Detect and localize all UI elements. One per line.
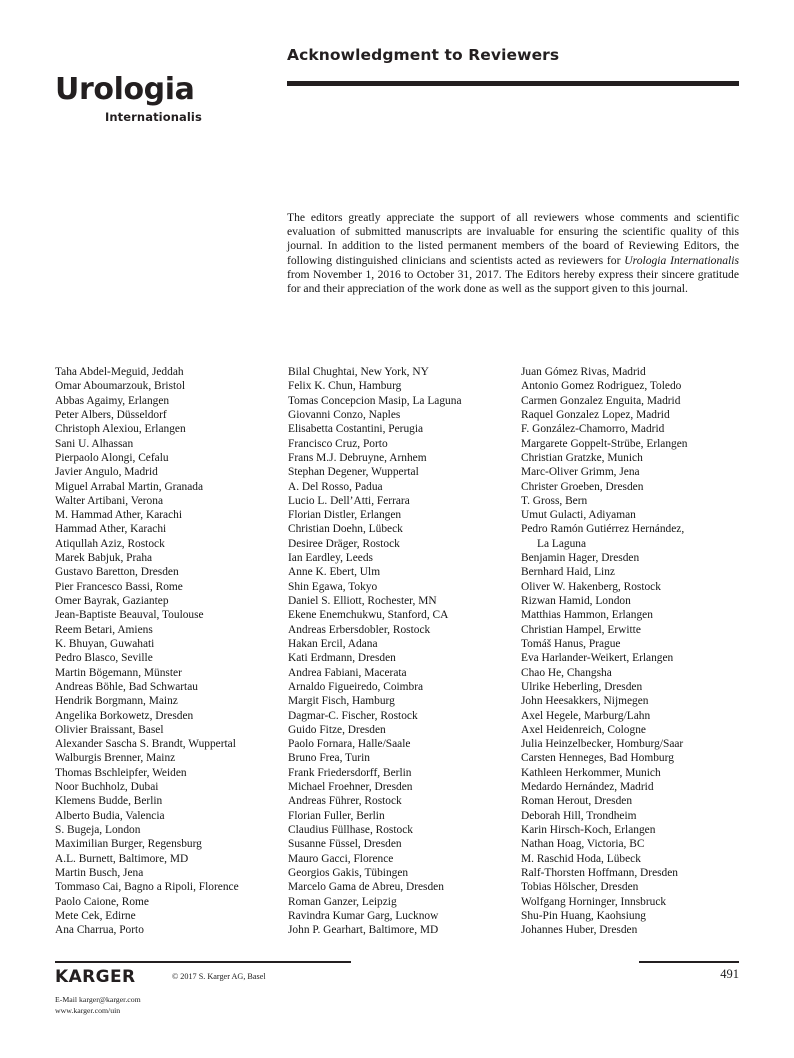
reviewer-entry: Martin Busch, Jena <box>55 866 144 879</box>
reviewer-entry: Olivier Braissant, Basel <box>55 723 164 736</box>
reviewer-entry: Kati Erdmann, Dresden <box>288 652 396 665</box>
reviewer-entry: Mete Cek, Edirne <box>55 909 136 922</box>
reviewer-columns <box>55 365 755 938</box>
reviewer-entry: Walburgis Brenner, Mainz <box>55 752 176 765</box>
reviewer-entry: Thomas Bschleipfer, Weiden <box>55 766 187 779</box>
reviewer-entry: Javier Angulo, Madrid <box>55 466 158 479</box>
reviewer-entry: K. Bhuyan, Guwahati <box>55 637 155 650</box>
reviewer-entry-line1: Pedro Ramón Gutiérrez Hernández, <box>521 523 685 536</box>
reviewer-entry: Giovanni Conzo, Naples <box>288 408 401 421</box>
reviewer-entry: Stephan Degener, Wuppertal <box>288 466 419 479</box>
reviewer-entry: Andrea Fabiani, Macerata <box>288 666 407 679</box>
reviewer-entry: Miguel Arrabal Martin, Granada <box>55 480 204 493</box>
reviewer-entry: Marek Babjuk, Praha <box>55 552 153 565</box>
reviewer-entry: T. Gross, Bern <box>521 494 588 507</box>
reviewer-entry: Christoph Alexiou, Erlangen <box>55 423 186 436</box>
reviewer-entry: S. Bugeja, London <box>55 824 141 836</box>
intro-paragraph <box>287 211 739 297</box>
page-number: 491 <box>720 967 739 981</box>
reviewer-entry: Axel Heidenreich, Cologne <box>521 723 646 736</box>
reviewer-entry: Pedro Blasco, Seville <box>55 652 153 665</box>
reviewer-entry: Daniel S. Elliott, Rochester, MN <box>288 595 437 607</box>
publisher-website[interactable]: www.karger.com/uin <box>55 1006 121 1015</box>
reviewer-entry: Klemens Budde, Berlin <box>55 795 163 808</box>
reviewer-entry: Susanne Füssel, Dresden <box>288 838 402 851</box>
reviewer-entry: Georgios Gakis, Tübingen <box>288 866 409 879</box>
reviewer-entry: Sani U. Alhassan <box>55 437 134 450</box>
reviewer-list-2 <box>288 365 521 938</box>
reviewer-entry: Eva Harlander-Weikert, Erlangen <box>521 652 674 665</box>
reviewer-entry: Christer Groeben, Dresden <box>521 480 644 493</box>
reviewer-entry: Desiree Dräger, Rostock <box>288 537 400 550</box>
reviewer-entry: Ulrike Heberling, Dresden <box>521 680 643 693</box>
reviewer-entry: Claudius Füllhase, Rostock <box>288 824 413 836</box>
reviewer-entry: Paolo Fornara, Halle/Saale <box>288 738 411 751</box>
reviewer-entry: Medardo Hernández, Madrid <box>521 781 654 794</box>
reviewer-column-3 <box>521 365 754 938</box>
reviewer-entry: Raquel Gonzalez Lopez, Madrid <box>521 408 670 421</box>
reviewer-entry: Martin Bögemann, Münster <box>55 666 182 679</box>
reviewer-entry: A.L. Burnett, Baltimore, MD <box>55 852 189 865</box>
reviewer-entry: Benjamin Hager, Dresden <box>521 552 640 565</box>
reviewer-entry: Ravindra Kumar Garg, Lucknow <box>288 909 439 922</box>
reviewer-entry: Christian Doehn, Lübeck <box>288 523 403 536</box>
reviewer-entry: Shin Egawa, Tokyo <box>288 580 378 593</box>
publisher-logo: KARGER <box>55 967 136 987</box>
reviewer-entry: Anne K. Ebert, Ulm <box>288 566 381 579</box>
reviewer-entry: Rizwan Hamid, London <box>521 595 631 607</box>
reviewer-entry: Mauro Gacci, Florence <box>288 852 394 865</box>
reviewer-entry: John Heesakkers, Nijmegen <box>521 695 649 708</box>
page-title: Acknowledgment to Reviewers <box>287 46 560 64</box>
reviewer-entry: Ekene Enemchukwu, Stanford, CA <box>288 609 449 622</box>
reviewer-entry: Tommaso Cai, Bagno a Ripoli, Florence <box>55 881 239 894</box>
reviewer-entry: Maximilian Burger, Regensburg <box>55 838 202 851</box>
reviewer-entry: Frank Friedersdorff, Berlin <box>288 766 412 779</box>
reviewer-list-1 <box>55 365 288 938</box>
reviewer-entry <box>521 522 754 551</box>
footer-divider-left <box>55 961 351 963</box>
reviewer-entry: Alexander Sascha S. Brandt, Wuppertal <box>55 738 236 751</box>
reviewer-entry: Tobias Hölscher, Dresden <box>521 881 639 894</box>
journal-logo-subtitle: Internationalis <box>105 110 202 124</box>
reviewer-entry: Andreas Führer, Rostock <box>288 795 402 808</box>
reviewer-entry: Jean-Baptiste Beauval, Toulouse <box>55 609 204 622</box>
reviewer-entry: Nathan Hoag, Victoria, BC <box>521 838 645 851</box>
journal-masthead <box>55 72 265 124</box>
title-block <box>287 46 739 86</box>
reviewer-entry: Reem Betari, Amiens <box>55 623 153 636</box>
reviewer-entry: Marc-Oliver Grimm, Jena <box>521 466 640 479</box>
reviewer-entry: Pier Francesco Bassi, Rome <box>55 580 183 593</box>
reviewer-entry: Wolfgang Horninger, Innsbruck <box>521 895 667 908</box>
reviewer-entry: Andreas Böhle, Bad Schwartau <box>55 680 198 693</box>
reviewer-entry: Gustavo Baretton, Dresden <box>55 566 179 579</box>
reviewer-entry: Omar Aboumarzouk, Bristol <box>55 380 186 393</box>
reviewer-entry: Chao He, Changsha <box>521 666 612 679</box>
reviewer-entry: Bernhard Haid, Linz <box>521 566 615 579</box>
reviewer-entry: Alberto Budia, Valencia <box>55 809 165 822</box>
reviewer-entry: Bruno Frea, Turin <box>288 752 370 765</box>
reviewer-entry: Arnaldo Figueiredo, Coimbra <box>288 680 424 693</box>
intro-text-part1: The editors greatly appreciate the support of all reviewers whose comments and scientific evaluation of submitted manuscripts are invaluable for ensuring the scientific quality of this journal. In addition to the listed permanent members of the board of Reviewing Editors, the following distinguished clinicians and scientists acted as reviewers for <box>287 210 739 267</box>
reviewer-entry: John P. Gearhart, Baltimore, MD <box>288 924 439 937</box>
journal-name-italic: Urologia Internationalis <box>624 253 740 267</box>
reviewer-entry: Ana Charrua, Porto <box>55 924 144 937</box>
reviewer-entry: Matthias Hammon, Erlangen <box>521 609 653 622</box>
publisher-contact <box>55 994 141 1016</box>
reviewer-entry: Deborah Hill, Trondheim <box>521 809 637 822</box>
reviewer-entry: Juan Gómez Rivas, Madrid <box>521 366 646 378</box>
reviewer-entry: F. González-Chamorro, Madrid <box>521 423 665 436</box>
reviewer-entry: Frans M.J. Debruyne, Arnhem <box>288 451 427 464</box>
reviewer-entry: Carsten Henneges, Bad Homburg <box>521 752 674 765</box>
reviewer-entry: Abbas Agaimy, Erlangen <box>55 394 170 407</box>
journal-logo-title: Urologia <box>55 72 195 107</box>
reviewer-entry: Roman Herout, Dresden <box>521 795 633 808</box>
reviewer-column-1 <box>55 365 288 938</box>
reviewer-entry: Margit Fisch, Hamburg <box>288 695 395 708</box>
reviewer-entry: Ian Eardley, Leeds <box>288 552 373 565</box>
reviewer-entry: Roman Ganzer, Leipzig <box>288 895 397 908</box>
reviewer-entry-line2: La Laguna <box>537 537 587 550</box>
reviewer-entry: Peter Albers, Düsseldorf <box>55 408 167 421</box>
reviewer-entry: M. Hammad Ather, Karachi <box>55 509 183 522</box>
reviewer-column-2 <box>288 365 521 938</box>
reviewer-entry: Florian Fuller, Berlin <box>288 809 385 822</box>
reviewer-entry: Oliver W. Hakenberg, Rostock <box>521 580 661 593</box>
reviewer-entry: Umut Gulacti, Adiyaman <box>521 509 636 522</box>
intro-text-part2: from November 1, 2016 to October 31, 2017. The Editors hereby express their sincere gratitude for and their appreciation of the work done as well as the support given to this journal. <box>287 267 739 296</box>
reviewer-entry: Marcelo Gama de Abreu, Dresden <box>288 881 444 894</box>
reviewer-entry: Kathleen Herkommer, Munich <box>521 766 661 779</box>
reviewer-entry: Noor Buchholz, Dubai <box>55 781 159 794</box>
reviewer-entry: Tomas Concepcion Masip, La Laguna <box>288 394 462 407</box>
reviewer-entry: Hendrik Borgmann, Mainz <box>55 695 178 708</box>
reviewer-entry: Margarete Goppelt-Strübe, Erlangen <box>521 437 688 450</box>
reviewer-entry: Hakan Ercil, Adana <box>288 637 378 650</box>
reviewer-list-3 <box>521 365 754 938</box>
reviewer-entry: Omer Bayrak, Gaziantep <box>55 595 169 607</box>
publisher-email: E-Mail karger@karger.com <box>55 995 141 1004</box>
reviewer-entry: Antonio Gomez Rodriguez, Toledo <box>521 380 682 393</box>
reviewer-entry: Lucio L. Dell’Atti, Ferrara <box>288 494 410 507</box>
reviewer-entry: Bilal Chughtai, New York, NY <box>288 366 429 378</box>
reviewer-entry: Taha Abdel-Meguid, Jeddah <box>55 366 184 378</box>
footer-divider-right <box>639 961 739 963</box>
reviewer-entry: Hammad Ather, Karachi <box>55 523 167 536</box>
reviewer-entry: Christian Gratzke, Munich <box>521 451 643 464</box>
reviewer-entry: Pierpaolo Alongi, Cefalu <box>55 451 169 464</box>
reviewer-entry: Shu-Pin Huang, Kaohsiung <box>521 909 646 922</box>
reviewer-entry: Carmen Gonzalez Enguita, Madrid <box>521 394 681 407</box>
reviewer-entry: Guido Fitze, Dresden <box>288 723 386 736</box>
copyright-notice: © 2017 S. Karger AG, Basel <box>172 972 266 981</box>
reviewer-entry: Andreas Erbersdobler, Rostock <box>288 623 431 636</box>
reviewer-entry: Elisabetta Costantini, Perugia <box>288 423 424 436</box>
reviewer-entry: M. Raschid Hoda, Lübeck <box>521 852 641 865</box>
reviewer-entry: Florian Distler, Erlangen <box>288 509 402 522</box>
reviewer-entry: Felix K. Chun, Hamburg <box>288 380 402 393</box>
reviewer-entry: Johannes Huber, Dresden <box>521 924 638 937</box>
title-divider <box>287 81 739 86</box>
reviewer-entry: Christian Hampel, Erwitte <box>521 623 641 636</box>
reviewer-entry: Paolo Caione, Rome <box>55 895 149 908</box>
reviewer-entry: Tomáš Hanus, Prague <box>521 637 621 650</box>
reviewer-entry: Ralf-Thorsten Hoffmann, Dresden <box>521 866 678 879</box>
reviewer-entry: Angelika Borkowetz, Dresden <box>55 709 194 722</box>
reviewer-entry: Michael Froehner, Dresden <box>288 781 413 794</box>
reviewer-entry: Axel Hegele, Marburg/Lahn <box>521 709 651 722</box>
reviewer-entry: Francisco Cruz, Porto <box>288 437 388 450</box>
reviewer-entry: Dagmar-C. Fischer, Rostock <box>288 709 418 722</box>
reviewer-entry: Walter Artibani, Verona <box>55 494 163 507</box>
reviewer-entry: Karin Hirsch-Koch, Erlangen <box>521 824 656 836</box>
reviewer-entry: A. Del Rosso, Padua <box>288 480 383 493</box>
reviewer-entry: Julia Heinzelbecker, Homburg/Saar <box>521 738 684 751</box>
reviewer-entry: Atiqullah Aziz, Rostock <box>55 537 165 550</box>
